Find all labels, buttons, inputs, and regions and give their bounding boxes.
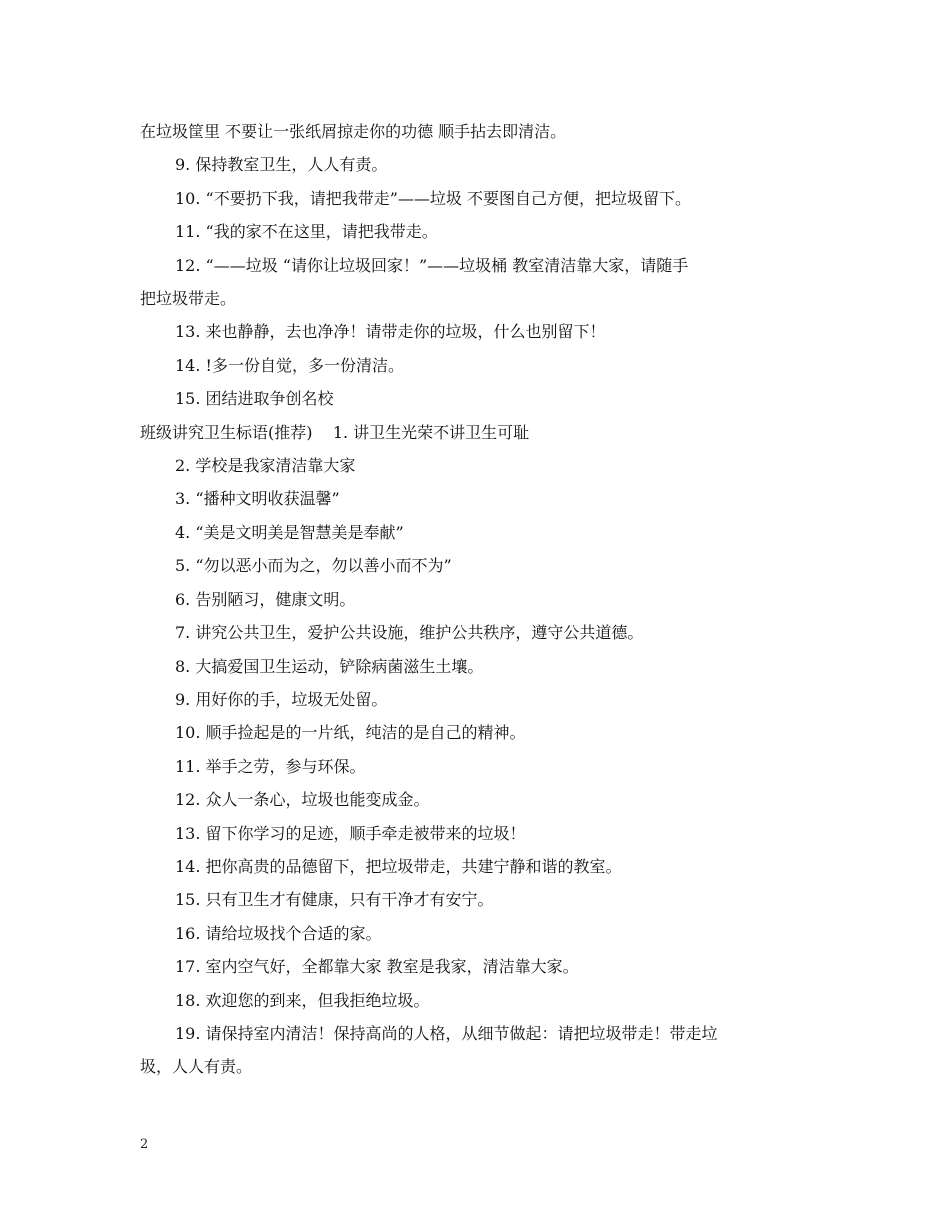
text-line: 4. “美是文明美是智慧美是奉献” — [175, 522, 404, 542]
page-number: 2 — [140, 1137, 149, 1152]
text-line: 14. 把你高贵的品德留下，把垃圾带走，共建宁静和谐的教室。 — [175, 856, 622, 876]
text-line: 10. “不要扔下我，请把我带走”——垃圾 不要图自己方便，把垃圾留下。 — [175, 188, 691, 208]
text-line: 13. 留下你学习的足迹，顺手牵走被带来的垃圾！ — [175, 823, 526, 843]
text-line: 17. 室内空气好，全都靠大家 教室是我家，清洁靠大家。 — [175, 957, 579, 977]
text-line: 14. !多一份自觉，多一份清洁。 — [175, 355, 404, 375]
text-line: 19. 请保持室内清洁！保持高尚的人格，从细节做起：请把垃圾带走！带走垃 — [175, 1023, 718, 1043]
document-body — [140, 115, 812, 1084]
text-line: 5. “勿以恶小而为之，勿以善小而不为” — [175, 556, 452, 576]
text-line: 9. 用好你的手，垃圾无处留。 — [175, 689, 388, 709]
text-line: 10. 顺手捡起是的一片纸，纯洁的是自己的精神。 — [175, 723, 526, 743]
text-line: 6. 告别陋习，健康文明。 — [175, 589, 356, 609]
text-line: 12. 众人一条心，垃圾也能变成金。 — [175, 790, 430, 810]
text-line: 圾，人人有责。 — [140, 1057, 253, 1077]
text-line: 15. 团结进取争创名校 — [175, 389, 334, 409]
text-line: 班级讲究卫生标语(推荐) 1. 讲卫生光荣不讲卫生可耻 — [140, 422, 530, 442]
text-line: 在垃圾筐里 不要让一张纸屑掠走你的功德 顺手拈去即清洁。 — [140, 122, 567, 141]
text-line: 13. 来也静静，去也净净！请带走你的垃圾，什么也别留下！ — [175, 322, 606, 342]
text-line: 18. 欢迎您的到来，但我拒绝垃圾。 — [175, 990, 430, 1010]
text-line: 11. “我的家不在这里，请把我带走。 — [175, 222, 438, 242]
text-line: 11. 举手之劳，参与环保。 — [175, 756, 366, 776]
text-line: 15. 只有卫生才有健康，只有干净才有安宁。 — [175, 890, 494, 910]
text-line: 把垃圾带走。 — [140, 289, 237, 309]
text-line: 12. “——垃圾 “请你让垃圾回家！”——垃圾桶 教室清洁靠大家，请随手 — [175, 255, 689, 275]
text-line: 2. 学校是我家清洁靠大家 — [175, 456, 356, 476]
text-line: 9. 保持教室卫生，人人有责。 — [175, 155, 388, 175]
text-line: 8. 大搞爱国卫生运动，铲除病菌滋生土壤。 — [175, 656, 484, 676]
text-line: 3. “播种文明收获温馨” — [175, 489, 340, 509]
text-line: 7. 讲究公共卫生，爱护公共设施，维护公共秩序，遵守公共道德。 — [175, 623, 644, 643]
text-line: 16. 请给垃圾找个合适的家。 — [175, 923, 382, 943]
